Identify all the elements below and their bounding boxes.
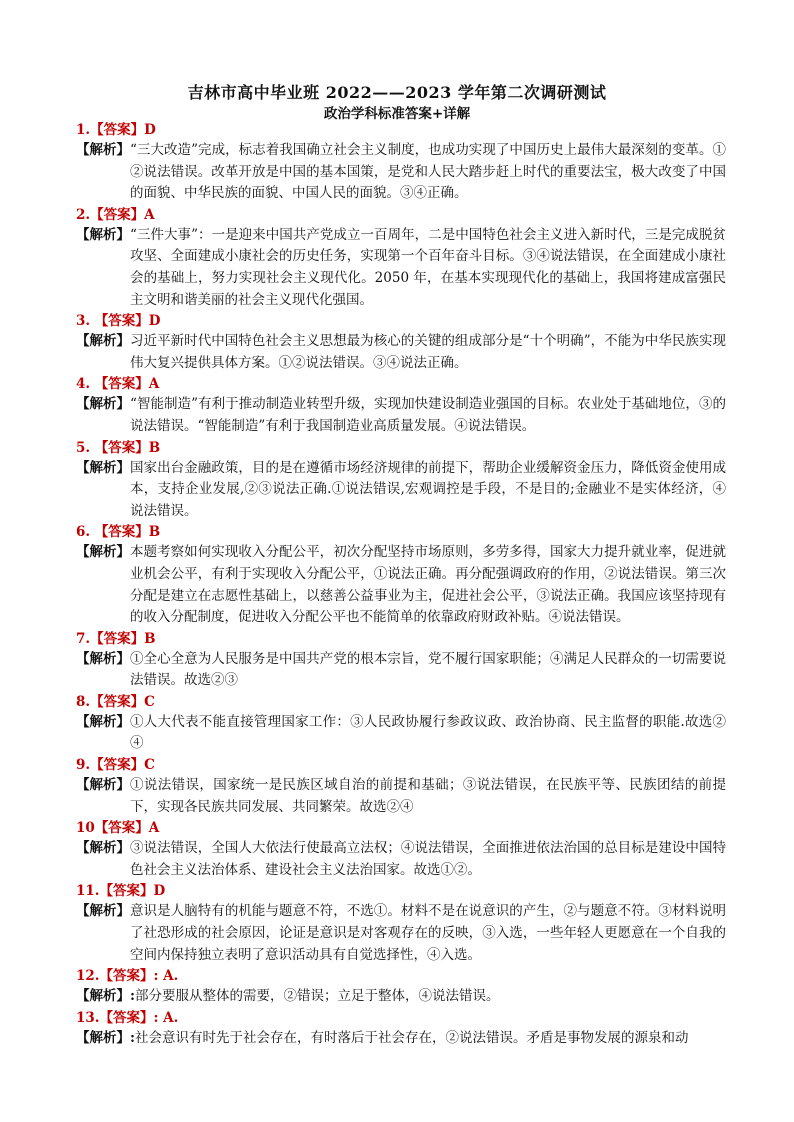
explanation-text: ①人大代表不能直接管理国家工作：③人民政协履行参政议政、政治协商、民主监督的职能.故选②④ bbox=[130, 713, 726, 752]
explanation-label: 【解析】 bbox=[76, 544, 130, 561]
explanation bbox=[76, 225, 726, 311]
answer-heading: 2.【答案】A bbox=[76, 206, 155, 223]
explanation bbox=[76, 986, 726, 1008]
explanation bbox=[76, 1028, 726, 1050]
explanation-text: 部分要服从整体的需要，②错误；立足于整体，④说法错误。 bbox=[134, 988, 500, 1005]
explanation-text: 社会意识有时先于社会存在，有时落后于社会存在，②说法错误。矛盾是事物发展的源泉和动 bbox=[134, 1029, 689, 1046]
page-title: 吉林市高中毕业班 2022——2023 学年第二次调研测试 bbox=[187, 83, 607, 102]
answer-heading: 4. 【答案】A bbox=[76, 376, 160, 393]
explanation-label: 【解析】 bbox=[76, 650, 130, 667]
explanation bbox=[76, 775, 726, 818]
explanation-text: 国家出台金融政策，目的是在遵循市场经济规律的前提下，帮助企业缓解资金压力，降低资金使用成本，支持企业发展,②③说法正确.①说法错误,宏观调控是手段，不是目的;金融业不是实体经济，④说法错误。 bbox=[130, 459, 726, 519]
explanation-label: 【解析】: bbox=[76, 988, 135, 1005]
explanation-label: 【解析】 bbox=[76, 333, 130, 350]
answer-heading: 13.【答案】: A. bbox=[76, 1009, 179, 1026]
explanation-label: 【解析】 bbox=[76, 396, 130, 413]
explanation-label: 【解析】 bbox=[76, 713, 130, 730]
answer-heading: 9.【答案】C bbox=[76, 757, 155, 774]
explanation-text: 习近平新时代中国特色社会主义思想最为核心的关键的组成部分是“十个明确”，不能为中华民族实现伟大复兴提供具体方案。①②说法错误。③④说法正确。 bbox=[130, 333, 726, 371]
explanation-text: 本题考察如何实现收入分配公平，初次分配坚持市场原则，多劳多得，国家大力提升就业率，促进就业机会公平，有利于实现收入分配公平，①说法正确。再分配强调政府的作用，②说法错误。第三次分配是建立在志愿性基础上，以慈善公益事业为主，促进社会公平，③说法正确。我国应该坚持现有的收入分配制度，促进收入分配公平也不能简单的依靠政府财政补贴。④说法错误。 bbox=[130, 544, 726, 626]
answer-heading: 8.【答案】C bbox=[76, 693, 155, 710]
explanation bbox=[76, 542, 726, 628]
explanation-label: 【解析】 bbox=[76, 142, 130, 158]
explanation-text: 意识是人脑特有的机能与题意不符，不选①。材料不是在说意识的产生，②与题意不符。③材料说明了社恐形成的社会原因，论证是意识是对客观存在的反映，③入选，一些年轻人更愿意在一个自我的空间内保持独立表明了意识活动具有自觉选择性，④入选。 bbox=[130, 903, 726, 963]
explanation bbox=[76, 140, 726, 205]
explanation bbox=[76, 331, 726, 374]
explanation-text: “三大改造”完成，标志着我国确立社会主义制度，也成功实现了中国历史上最伟大最深刻的变革。①②说法错误。改革开放是中国的基本国策，是党和人民大踏步赶上时代的重要法宝，极大改变了中国的面貌、中华民族的面貌、中国人民的面貌。③④正确。 bbox=[130, 142, 726, 202]
explanation-label: 【解析】: bbox=[76, 1029, 135, 1046]
answer-heading: 3. 【答案】D bbox=[76, 313, 161, 330]
explanation bbox=[76, 458, 726, 523]
explanation bbox=[76, 712, 726, 755]
explanation-text: ③说法错误，全国人大依法行使最高立法权；④说法错误，全面推进依法治国的总目标是建设中国特色社会主义法治体系、建设社会主义法治国家。故选①②。 bbox=[130, 840, 726, 878]
explanation-text: “智能制造”有利于推动制造业转型升级，实现加快建设制造业强国的目标。农业处于基础地位，③的说法错误。“智能制造”有利于我国制造业高质量发展。④说法错误。 bbox=[130, 396, 726, 434]
explanation bbox=[76, 838, 726, 881]
explanation-label: 【解析】 bbox=[76, 226, 130, 243]
explanation-text: ①说法错误，国家统一是民族区域自治的前提和基础；③说法错误，在民族平等、民族团结的前提下，实现各民族共同发展、共同繁荣。故选②④ bbox=[130, 777, 726, 815]
explanation-text: ①全心全意为人民服务是中国共产党的根本宗旨，党不履行国家职能；④满足人民群众的一切需要说法错误。故选②③ bbox=[130, 650, 726, 689]
explanation-text: “三件大事”：一是迎来中国共产党成立一百周年，二是中国特色社会主义进入新时代，三是完成脱贫攻坚、全面建成小康社会的历史任务，实现第一个百年奋斗目标。③④说法错误，在全面建成小康社会的基础上，努力实现社会主义现代化。2050 年，在基本实现现代化的基础上，我国将建成富强民主文明和谐美丽的社会主义现代化强国。 bbox=[130, 226, 726, 308]
answer-heading: 5. 【答案】B bbox=[76, 439, 161, 456]
explanation-label: 【解析】 bbox=[76, 459, 130, 476]
answer-heading: 10【答案】A bbox=[76, 820, 160, 837]
explanation-label: 【解析】 bbox=[76, 903, 130, 920]
answer-list bbox=[76, 120, 726, 1049]
answer-heading: 12.【答案】: A. bbox=[76, 968, 179, 985]
explanation bbox=[76, 901, 726, 966]
explanation-label: 【解析】 bbox=[76, 840, 130, 857]
answer-heading: 11.【答案】D bbox=[76, 883, 166, 900]
explanation bbox=[76, 649, 726, 692]
explanation bbox=[76, 394, 726, 437]
answer-heading: 7.【答案】B bbox=[76, 630, 156, 647]
answer-heading: 1.【答案】D bbox=[76, 122, 156, 138]
page-subtitle: 政治学科标准答案+详解 bbox=[323, 106, 471, 122]
answer-heading: 6. 【答案】B bbox=[76, 524, 161, 541]
explanation-label: 【解析】 bbox=[76, 777, 130, 794]
